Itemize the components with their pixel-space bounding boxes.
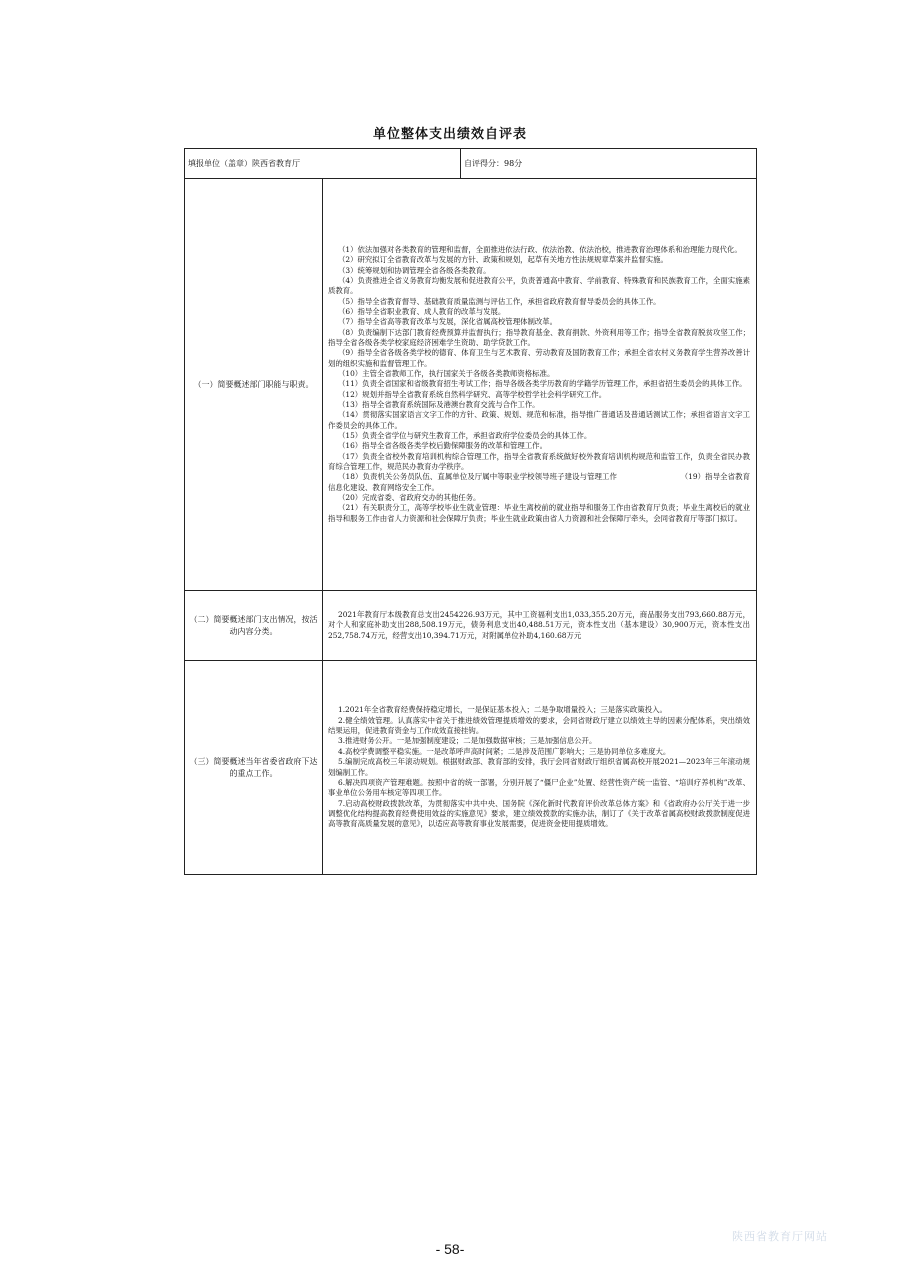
section-2-label: （二）简要概述部门支出情况，按活动内容分类。 xyxy=(185,591,323,661)
header-row xyxy=(185,149,757,179)
self-score-cell: 自评得分：98分 xyxy=(461,149,757,179)
duty-item: （5）指导全省教育督导、基础教育质量监测与评估工作，承担省政府教育督导委员会的具体工作。 xyxy=(338,296,661,306)
filling-unit-cell: 填报单位（盖章）陕西省教育厅 xyxy=(185,149,461,179)
duty-item: 7.启动高校财政拨款改革，为贯彻落实中共中央、国务院《深化新时代教育评价改革总体方案》和《省政府办公厅关于进一步调整优化结构提高教育经费使用效益的实施意见》要求，建立绩效拨款的实施办法，制订了《关于改革省属高校财政拨款制度促进高等教育高质量发展的意见》，以适应高等教育事业发展需要，促进资金使用提质增效。 xyxy=(328,798,750,829)
duty-item: 6.解决四项资产管理难题。按照中省的统一部署，分别开展了“僵尸企业”处置、经营性资产统一监管、“培训疗养机构”改革、事业单位公务用车核定等四项工作。 xyxy=(328,777,750,798)
duty-item: 4.高校学费调整平稳实施。一是改革呼声高时间紧；二是涉及范围广影响大；三是协同单位多难度大。 xyxy=(338,746,671,756)
duty-item: （9）指导全省各级各类学校的德育、体育卫生与艺术教育、劳动教育及国防教育工作；承担全省农村义务教育学生营养改善计划的组织实施和监督管理工作。 xyxy=(328,348,750,368)
duty-item: （20）完成省委、省政府交办的其他任务。 xyxy=(338,493,481,503)
section-1-content xyxy=(323,179,757,591)
site-watermark: 陕西省教育厅网站 xyxy=(732,1230,828,1243)
section-3-content xyxy=(323,661,757,875)
duty-item: （7）指导全省高等教育改革与发展，深化省属高校管理体制改革。 xyxy=(338,317,558,327)
duty-item: 5.编制完成高校三年滚动规划。根据财政部、教育部的安排，我厅会同省财政厅组织省属高校开展2021—2023年三年滚动规划编制工作。 xyxy=(328,757,750,777)
duty-item: （12）规划并指导全省教育系统自然科学研究、高等学校哲学社会科学研究工作。 xyxy=(338,389,607,399)
duty-item: 2.健全绩效管理。认真落实中省关于推进绩效管理提质增效的要求，会同省财政厅建立以绩效主导的因素分配体系，突出绩效结果运用，促进教育资金与工作成效直接挂钩。 xyxy=(328,715,750,736)
duty-item: （3）统筹规划和协调管理全省各级各类教育。 xyxy=(338,265,491,275)
section-2-content xyxy=(323,591,757,661)
duty-item: （4）负责推进全省义务教育均衡发展和促进教育公平，负责普通高中教育、学前教育、特殊教育和民族教育工作，全面实施素质教育。 xyxy=(328,275,750,296)
document-title: 单位整体支出绩效自评表 xyxy=(372,127,527,142)
duty-item: 3.推进财务公开。一是加强制度建设；二是加强数据审核；三是加强信息公开。 xyxy=(338,736,597,746)
duty-item: （2）研究拟订全省教育改革与发展的方针、政策和规划，起草有关地方性法规规章草案并监督实施。 xyxy=(338,255,668,265)
page-number: - 58- xyxy=(435,1241,465,1257)
duty-item: （17）负责全省校外教育培训机构综合管理工作，指导全省教育系统做好校外教育培训机构规范和监管工作，负责全省民办教育综合管理工作，规范民办教育办学秩序。 xyxy=(328,451,750,472)
performance-evaluation-table xyxy=(184,148,757,875)
duty-item: （21）有关职责分工，高等学校毕业生就业管理：毕业生离校前的就业指导和服务工作由省教育厅负责；毕业生离校后的就业指导和服务工作由省人力资源和社会保障厅负责；毕业生就业政策由省人力资源和社会保障厅牵头，会同省教育厅等部门拟订。 xyxy=(328,503,750,523)
duty-item: （11）负责全省国家和省级教育招生考试工作；指导各级各类学历教育的学籍学历管理工作，承担省招生委员会的具体工作。 xyxy=(338,379,747,389)
duty-item: （13）指导全省教育系统国际及港澳台教育交流与合作工作。 xyxy=(338,400,540,410)
duty-item: 1.2021年全省教育经费保持稳定增长，一是保证基本投入；二是争取增量投入；三是落实政策投入。 xyxy=(338,705,667,715)
section-1-label: （一）简要概述部门职能与职责。 xyxy=(185,179,323,591)
duty-item: （15）负责全省学位与研究生教育工作，承担省政府学位委员会的具体工作。 xyxy=(338,431,592,441)
section-2-row xyxy=(185,591,757,661)
duty-item: （14）贯彻落实国家语言文字工作的方针、政策、规划、规范和标准，指导推广普通话及普通话测试工作；承担省语言文字工作委员会的具体工作。 xyxy=(328,410,750,430)
section-3-label: （三）简要概述当年省委省政府下达的重点工作。 xyxy=(185,661,323,875)
section-1-row xyxy=(185,179,757,591)
duty-item: （10）主管全省教师工作，执行国家关于各级各类教师资格标准。 xyxy=(338,368,555,378)
duty-item: （16）指导全省各级各类学校后勤保障服务的改革和管理工作。 xyxy=(338,441,547,451)
duty-item: （6）指导全省职业教育、成人教育的改革与发展。 xyxy=(338,306,506,316)
duty-item: （1）依法加强对各类教育的管理和监督，全面推进依法行政、依法治教、依法治校，推进教育治理体系和治理能力现代化。 xyxy=(338,244,742,254)
duty-item: （8）负责编制下达部门教育经费预算并监督执行；指导教育基金、教育捐款、外资利用等工作；指导全省教育脱贫攻坚工作；指导全省各级各类学校家庭经济困难学生资助、助学贷款工作。 xyxy=(328,327,750,347)
expenditure-summary: 2021年教育厅本级教育总支出2454226.93万元，其中工资福利支出1,033,355.20万元，商品服务支出793,660.88万元，对个人和家庭补助支出288,508.19万元，债务利息支出40,488.51万元，资本性支出（基本建设）30,900万元，资本性支出252,758.74万元，经营支出10,394.71万元，对附属单位补助4,160.68万元 xyxy=(328,609,750,640)
section-3-row xyxy=(185,661,757,875)
duty-item: （18）负责机关公务员队伍、直属单位及厅属中等职业学校领导班子建设与管理工作 （19）指导全省教育信息化建设、教育网络安全工作。 xyxy=(328,472,750,492)
